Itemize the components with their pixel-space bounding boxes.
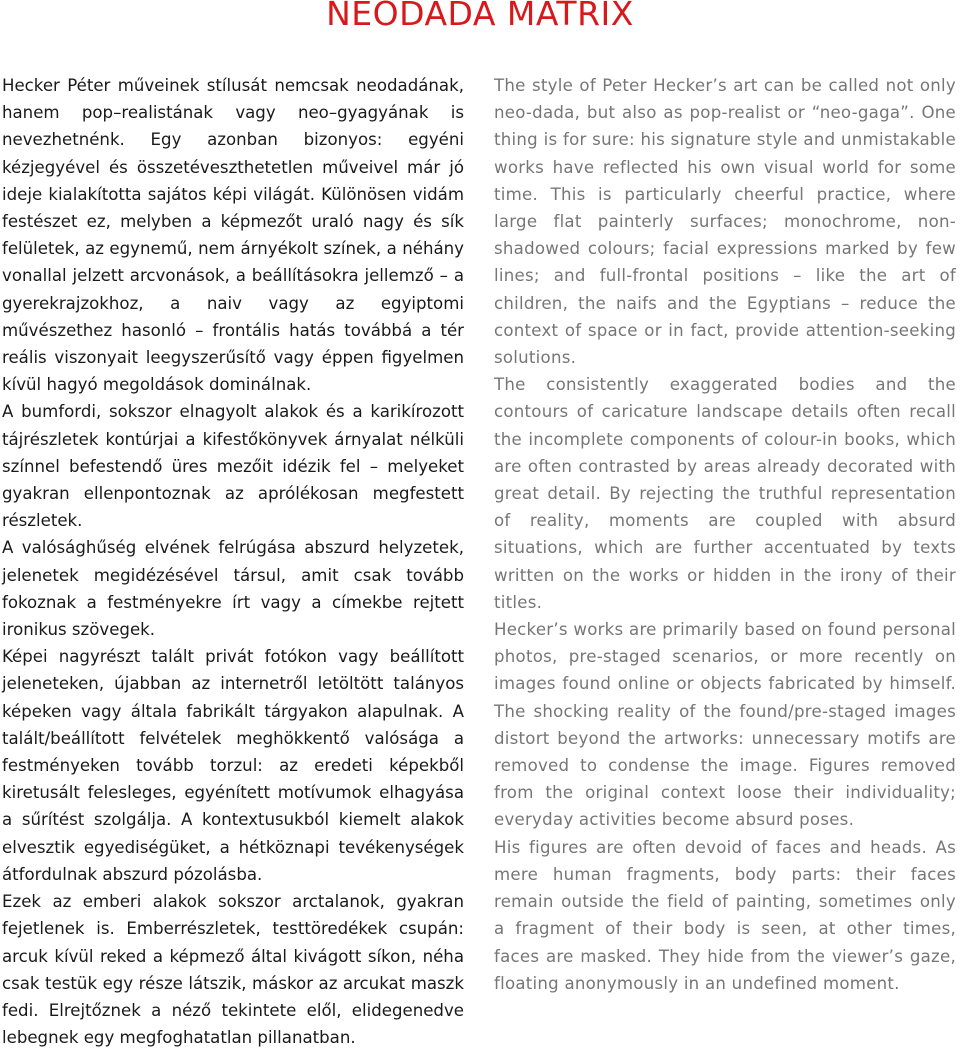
english-paragraph-1: The style of Peter Hecker’s art can be called not only neo-dada, but also as pop-realist or “neo-gaga”. One thing is for sure: his signature style and unmistakable works have reflected his own visual world for some time. This is particularly cheerful practice, where large flat painterly surfaces; monochrome, non-shadowed colours; facial expressions marked by few lines; and full-frontal positions – like the art of children, the naifs and the Egyptians – reduce the context of space or in fact, provide attention-seeking solutions.: [494, 76, 956, 368]
hungarian-paragraph-3: A valósághűség elvének felrúgása abszurd helyzetek, jelenetek megidézésével társul, amit csak tovább fokoznak a festményekre írt vagy a címekbe rejtett ironikus szövegek.: [2, 538, 464, 640]
english-paragraph-4: His figures are often devoid of faces and heads. As mere human fragments, body parts: their faces remain outside the field of painting, sometimes only a fragment of their body is seen, at other times, faces are masked. They hide from the viewer’s gaze, floating anonymously in an undefined moment.: [494, 837, 956, 993]
english-paragraph-2: The consistently exaggerated bodies and the contours of caricature landscape details often recall the incomplete components of colour-in books, which are often contrasted by areas already decorated with great detail. By rejecting the truthful representation of reality, moments are coupled with absurd situations, which are further accentuated by texts written on the works or hidden in the irony of their titles.: [494, 375, 956, 612]
page-title: NEODADA MATRIX: [326, 0, 634, 33]
hungarian-paragraph-5: Ezek az emberi alakok sokszor arctalanok, gyakran fejetlenek is. Emberrészletek, testtöredékek csupán: arcuk kívül reked a képmező által kivágott síkon, néha csak testük egy része látszik, máskor az arcukat maszk fedi. Elrejtőznek a néző tekintete elől, elidegenedve lebegnek egy megfoghatatlan pillanatban.: [2, 892, 464, 1048]
hungarian-paragraph-1: Hecker Péter műveinek stílusát nemcsak neodadának, hanem pop–realistának vagy neo–gyagyának is nevezhetnénk. Egy azonban bizonyos: egyéni kézjegyével és összetéveszthetetlen műveivel már jó ideje kialakította sajátos képi világát. Különösen vidám festészet ez, melyben a képmezőt uraló nagy és sík felületek, az egynemű, nem árnyékolt színek, a néhány vonallal jelzett arcvonások, a beállításokra jellemző – a gyerekrajzokhoz, a naiv vagy az egyiptomi művészethez hasonló – frontális hatás továbbá a tér reális viszonyait leegyszerűsítő vagy éppen figyelmen kívül hagyó megoldások dominálnak.: [2, 76, 464, 395]
hungarian-paragraph-2: A bumfordi, sokszor elnagyolt alakok és a karikírozott tájrészletek kontúrjai a kifestőkönyvek árnyalat nélküli színnel befestendő üres mezőit idézik fel – melyeket gyakran ellenpontoznak az aprólékosan megfestett részletek.: [2, 402, 464, 531]
hungarian-paragraph-4: Képei nagyrészt talált privát fotókon vagy beállított jeleneteken, újabban az internetről letöltött talányos képeken vagy általa fabrikált tárgyakon alapulnak. A talált/beállított felvételek meghökkentő valósága a festményeken tovább torzul: az eredeti képekből kiretusált felesleges, egyénített motívumok elhagyása a sűrítést szolgálja. A kontextusukból kiemelt alakok elvesztik egyediségüket, a hétköznapi tevékenységek átfordulnak abszurd pózolásba.: [2, 647, 464, 884]
english-paragraph-3: Hecker’s works are primarily based on found personal photos, pre-staged scenarios, or more recently on images found online or objects fabricated by himself. The shocking reality of the found/pre-staged images distort beyond the artworks: unnecessary motifs are removed to condense the image. Figures removed from the original context loose their individuality; everyday activities become absurd poses.: [494, 620, 956, 830]
english-column: [494, 72, 956, 997]
hungarian-column: [2, 72, 464, 1051]
